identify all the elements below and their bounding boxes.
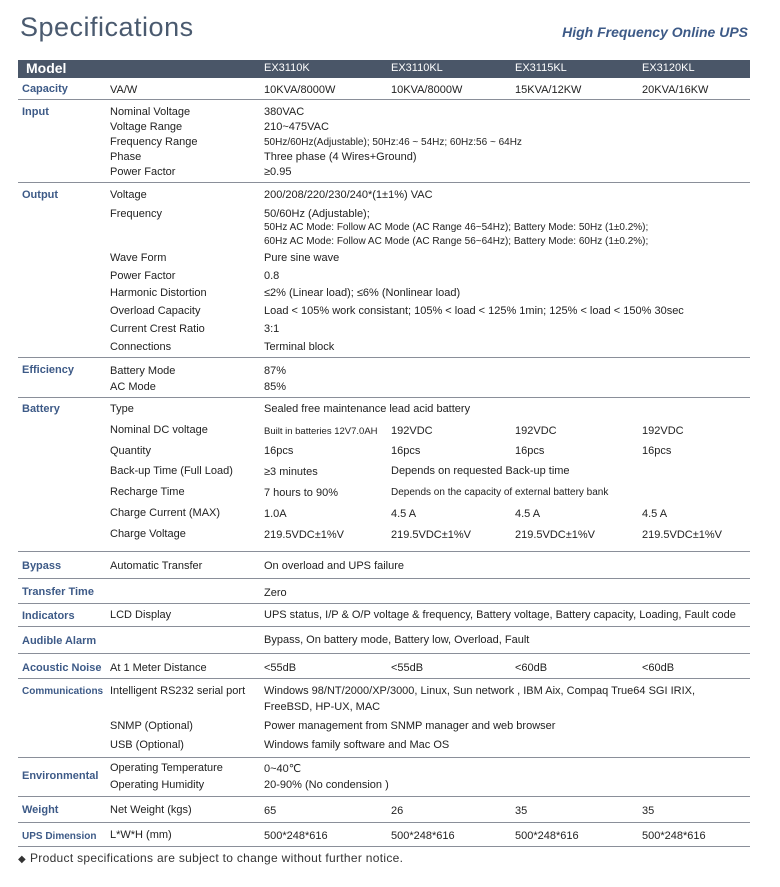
spec-value: 60Hz AC Mode: Follow AC Mode (AC Range 56~64Hz); Battery Mode: 60Hz (1±0.2%);	[264, 236, 649, 247]
spec-value: 87%	[264, 365, 287, 377]
spec-label: Net Weight (kgs)	[110, 804, 192, 816]
spec-label: Current Crest Ratio	[110, 323, 205, 335]
divider	[18, 678, 750, 679]
spec-label: Power Factor	[110, 166, 176, 178]
spec-label: Nominal DC voltage	[110, 424, 208, 436]
spec-value: 16pcs	[515, 445, 545, 457]
model-name: EX3110K	[264, 62, 310, 74]
spec-value: Depends on requested Back-up time	[391, 465, 570, 477]
spec-value: 85%	[264, 381, 287, 393]
divider	[18, 822, 750, 823]
spec-label: Nominal Voltage	[110, 106, 191, 118]
spec-value: Built in batteries 12V7.0AH	[264, 426, 378, 437]
spec-value: 35	[515, 805, 528, 817]
spec-value: Bypass, On battery mode, Battery low, Overload, Fault	[264, 634, 530, 646]
spec-value: Pure sine wave	[264, 252, 340, 264]
section-efficiency: Efficiency	[22, 364, 74, 376]
spec-value: <55dB	[264, 662, 297, 674]
model-header-bar	[18, 60, 750, 78]
spec-label: Quantity	[110, 445, 151, 457]
spec-label: Connections	[110, 341, 172, 353]
spec-value: Zero	[264, 587, 287, 599]
model-name: EX3115KL	[515, 62, 567, 74]
spec-value: Power management from SNMP manager and web browser	[264, 720, 556, 732]
divider	[18, 551, 750, 552]
divider	[18, 357, 750, 358]
divider	[18, 796, 750, 797]
spec-value: 26	[391, 805, 404, 817]
spec-value: 16pcs	[391, 445, 421, 457]
section-input: Input	[22, 106, 49, 118]
section-indicators: Indicators	[22, 610, 75, 622]
spec-label: At 1 Meter Distance	[110, 662, 207, 674]
spec-value: 219.5VDC±1%V	[642, 529, 723, 541]
spec-value: <55dB	[391, 662, 424, 674]
spec-label: Battery Mode	[110, 365, 176, 377]
spec-value: 500*248*616	[264, 830, 328, 842]
spec-value: 65	[264, 805, 277, 817]
spec-value: 192VDC	[391, 425, 433, 437]
footnote-text: Product specifications are subject to change without further notice.	[30, 851, 404, 865]
section-bypass: Bypass	[22, 560, 62, 572]
spec-value: On overload and UPS failure	[264, 560, 405, 572]
spec-label: Intelligent RS232 serial port	[110, 685, 246, 697]
spec-value: 0.8	[264, 270, 280, 282]
section-battery: Battery	[22, 403, 60, 415]
spec-label: Operating Temperature	[110, 762, 223, 774]
spec-value: 3:1	[264, 323, 280, 335]
spec-label: Voltage Range	[110, 121, 183, 133]
spec-value: 219.5VDC±1%V	[391, 529, 472, 541]
spec-value: 192VDC	[642, 425, 684, 437]
section-capacity: Capacity	[22, 83, 68, 95]
spec-value: 50Hz/60Hz(Adjustable); 50Hz:46 ~ 54Hz; 60Hz:56 ~ 64Hz	[264, 137, 522, 148]
spec-label: USB (Optional)	[110, 739, 184, 751]
divider	[18, 626, 750, 627]
spec-value: Three phase (4 Wires+Ground)	[264, 151, 417, 163]
spec-value: 380VAC	[264, 106, 305, 118]
spec-label: Wave Form	[110, 252, 167, 264]
divider	[18, 99, 750, 100]
divider	[18, 182, 750, 183]
spec-label: AC Mode	[110, 381, 156, 393]
divider	[18, 653, 750, 654]
spec-value: UPS status, I/P & O/P voltage & frequency, Battery voltage, Battery capacity, Loading, Fault code	[264, 609, 736, 621]
spec-label: Back-up Time (Full Load)	[110, 465, 233, 477]
section-audible-alarm: Audible Alarm	[22, 635, 97, 647]
spec-value: 4.5 A	[515, 508, 541, 520]
spec-value: 500*248*616	[642, 830, 706, 842]
page-subtitle: High Frequency Online UPS	[562, 24, 748, 40]
spec-label: Overload Capacity	[110, 305, 201, 317]
spec-value: Windows family software and Mac OS	[264, 739, 450, 751]
spec-value: 192VDC	[515, 425, 557, 437]
spec-label: Operating Humidity	[110, 779, 205, 791]
spec-value: FreeBSD, HP-UX, MAC	[264, 701, 381, 713]
spec-value: 50Hz AC Mode: Follow AC Mode (AC Range 46~54Hz); Battery Mode: 50Hz (1±0.2%);	[264, 222, 649, 233]
spec-label: Frequency Range	[110, 136, 198, 148]
spec-value: <60dB	[515, 662, 548, 674]
spec-value: Sealed free maintenance lead acid battery	[264, 403, 471, 415]
spec-label: Charge Voltage	[110, 528, 186, 540]
spec-value: 10KVA/8000W	[264, 84, 336, 96]
spec-label: Voltage	[110, 189, 147, 201]
spec-value: Depends on the capacity of external battery bank	[391, 487, 609, 498]
section-acoustic-noise: Acoustic Noise	[22, 662, 102, 674]
footnote	[18, 851, 403, 865]
spec-value: 15KVA/12KW	[515, 84, 582, 96]
spec-label: Harmonic Distortion	[110, 287, 207, 299]
divider	[18, 757, 750, 758]
spec-value: ≥0.95	[264, 166, 292, 178]
section-transfer-time: Transfer Time	[22, 586, 94, 598]
spec-label: Charge Current (MAX)	[110, 507, 221, 519]
spec-value: 10KVA/8000W	[391, 84, 463, 96]
model-name: EX3120KL	[642, 62, 695, 74]
spec-value: <60dB	[642, 662, 675, 674]
spec-value: 4.5 A	[391, 508, 417, 520]
spec-value: 20KVA/16KW	[642, 84, 709, 96]
spec-value: 200/208/220/230/240*(1±1%) VAC	[264, 189, 433, 201]
divider	[18, 846, 750, 847]
spec-label: Recharge Time	[110, 486, 185, 498]
spec-value: 35	[642, 805, 655, 817]
diamond-bullet-icon: ◆	[18, 854, 26, 865]
section-weight: Weight	[22, 804, 59, 816]
spec-label: Automatic Transfer	[110, 560, 203, 572]
spec-value: ≤2% (Linear load); ≤6% (Nonlinear load)	[264, 287, 461, 299]
spec-label: L*W*H (mm)	[110, 829, 172, 841]
spec-label: LCD Display	[110, 609, 172, 621]
divider	[18, 578, 750, 579]
spec-value: 1.0A	[264, 508, 287, 520]
spec-value: Terminal block	[264, 341, 335, 353]
spec-label: Type	[110, 403, 134, 415]
divider	[18, 397, 750, 398]
spec-label: VA/W	[110, 84, 138, 96]
spec-value: 20-90% (No condension )	[264, 779, 389, 791]
spec-value: 500*248*616	[515, 830, 579, 842]
model-header-label: Model	[26, 60, 67, 76]
spec-value: 16pcs	[264, 445, 294, 457]
section-ups-dimension: UPS Dimension	[22, 831, 97, 842]
model-name: EX3110KL	[391, 62, 443, 74]
spec-label: Frequency	[110, 208, 162, 220]
spec-value: 219.5VDC±1%V	[515, 529, 596, 541]
spec-value: 0~40℃	[264, 763, 302, 775]
spec-label: SNMP (Optional)	[110, 720, 193, 732]
section-output: Output	[22, 189, 59, 201]
spec-value: 210~475VAC	[264, 121, 329, 133]
spec-value: Windows 98/NT/2000/XP/3000, Linux, Sun network , IBM Aix, Compaq True64 SGI IRIX,	[264, 685, 696, 697]
section-communications: Communications	[22, 686, 104, 697]
divider	[18, 603, 750, 604]
spec-value: Load < 105% work consistant; 105% < load < 125% 1min; 125% < load < 150% 30sec	[264, 305, 684, 317]
spec-value: 500*248*616	[391, 830, 455, 842]
spec-value: 16pcs	[642, 445, 672, 457]
spec-value: 7 hours to 90%	[264, 487, 338, 499]
section-environmental: Environmental	[22, 770, 99, 782]
spec-value: 219.5VDC±1%V	[264, 529, 345, 541]
spec-value: 50/60Hz (Adjustable);	[264, 208, 370, 220]
spec-label: Power Factor	[110, 270, 176, 282]
spec-value: 4.5 A	[642, 508, 668, 520]
spec-value: ≥3 minutes	[264, 466, 318, 478]
page-title: Specifications	[20, 12, 194, 42]
spec-label: Phase	[110, 151, 142, 163]
